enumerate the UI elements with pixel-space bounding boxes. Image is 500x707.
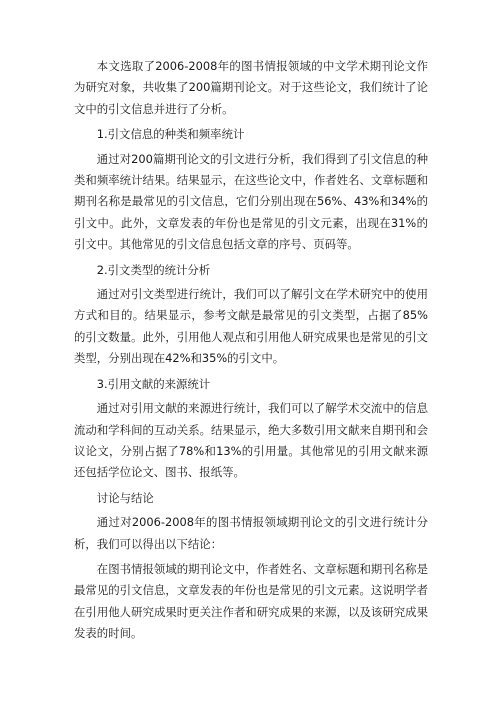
section-2-body: 通过对引文类型进行统计，我们可以了解引文在学术研究中的使用方式和目的。结果显示，参考文献是最常见的引文类型，占据了85%的引文数量。此外，引用他人观点和引用他人研究成果也是常见的引文类型，分别出现在42%和35%的引文中。 <box>74 287 428 366</box>
section-1-body: 通过对200篇期刊论文的引文进行分析，我们得到了引文信息的种类和频率统计结果。结果显示，在这些论文中，作者姓名、文章标题和期刊名称是最常见的引文信息，它们分别出现在56%、43%和34%的引文中。此外，文章发表的年份也是常见的引文元素，出现在31%的引文中。其他常见的引文信息包括文章的序号、页码等。 <box>74 151 428 252</box>
conclusion-heading: 讨论与结论 <box>96 490 154 505</box>
section-3-heading: 3.引用文献的来源统计 <box>96 376 211 391</box>
conclusion-body-1: 通过对2006-2008年的图书情报领域期刊论文的引文进行统计分析，我们可以得出以下结论： <box>74 515 428 551</box>
section-3-body: 通过对引用文献的来源进行统计，我们可以了解学术交流中的信息流动和学科间的互动关系。结果显示，绝大多数引用文献来自期刊和会议论文，分别占据了78%和13%的引用量。其他常见的引用文献来源还包括学位论文、图书、报纸等。 <box>74 401 428 480</box>
section-2-heading: 2.引文类型的统计分析 <box>96 262 211 277</box>
document-page <box>74 56 428 645</box>
intro-paragraph: 本文选取了2006-2008年的图书情报领域的中文学术期刊论文作为研究对象，共收集了200篇期刊论文。对于这些论文，我们统计了论文中的引文信息并进行了分析。 <box>74 59 428 116</box>
section-1-heading: 1.引文信息的种类和频率统计 <box>96 127 245 142</box>
conclusion-body-2: 在图书情报领域的期刊论文中，作者姓名、文章标题和期刊名称是最常见的引文信息，文章发表的年份也是常见的引文元素。这说明学者在引用他人研究成果时更关注作者和研究成果的来源，以及该研究成果发表的时间。 <box>74 561 428 641</box>
